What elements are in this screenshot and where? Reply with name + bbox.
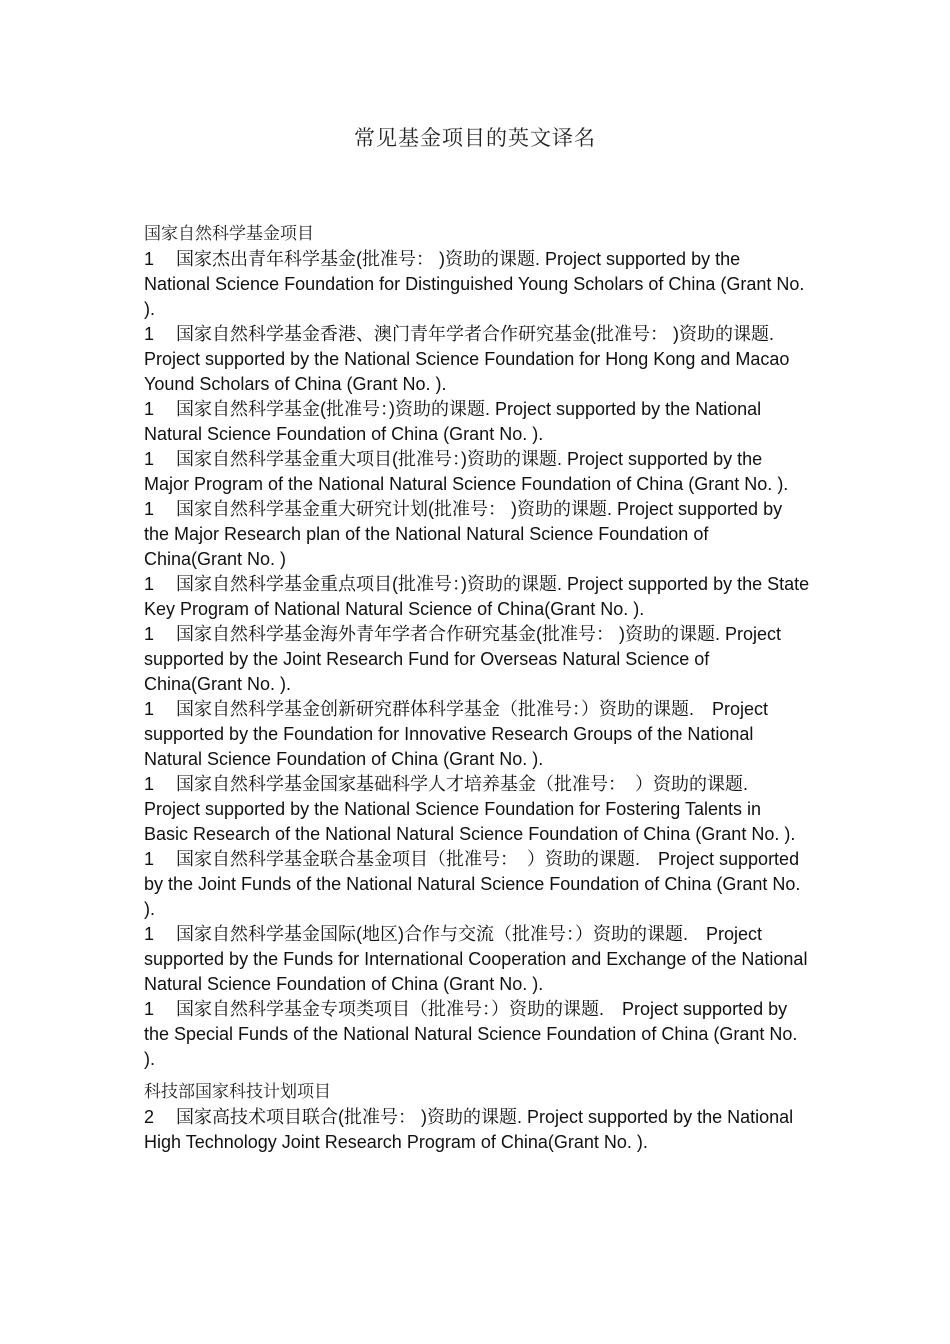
entry-number: 1 [144,849,155,869]
entry-number: 1 [144,624,155,644]
fund-entry [144,247,810,322]
entry-text: 国家自然科学基金国家基础科学人才培养基金（批准号： ）资助的课题. Project supported by the National Science Foundation for Fostering Talents in Basic Research of the National Natural Science Foundation of China (Grant No. ). [144,774,796,844]
fund-entry [144,772,810,847]
fund-entry [144,847,810,922]
fund-entry [144,922,810,997]
page-title: 常见基金项目的英文译名 [354,126,596,150]
section-heading: 科技部国家科技计划项目 [144,1082,331,1102]
entry-text: 国家自然科学基金国际(地区)合作与交流（批准号：）资助的课题. Project supported by the Funds for International Cooperation and Exchange of the National Natural Science Foundation of China (Grant No. ). [144,924,808,994]
fund-entry [144,497,810,572]
entry-number: 1 [144,249,155,269]
entry-text: 国家自然科学基金海外青年学者合作研究基金(批准号： )资助的课题. Project supported by the Joint Research Fund for Overseas Natural Science of China(Grant No. ). [144,624,782,694]
entry-number: 1 [144,449,155,469]
fund-entry [144,322,810,397]
entry-text: 国家自然科学基金专项类项目（批准号：）资助的课题. Project supported by the Special Funds of the National Natural Science Foundation of China (Grant No. ). [144,999,798,1069]
entry-number: 1 [144,699,155,719]
entry-number: 1 [144,399,155,419]
document-body [144,222,810,1155]
entry-text: 国家高技术项目联合(批准号： )资助的课题. Project supported by the National High Technology Joint Research Program of China(Grant No. ). [144,1107,794,1152]
fund-entry [144,572,810,622]
entry-text: 国家自然科学基金重点项目(批准号：)资助的课题. Project supported by the State Key Program of National Natural Science of China(Grant No. ). [144,574,810,619]
section-most [144,1080,810,1155]
fund-entry [144,447,810,497]
entry-text: 国家自然科学基金香港、澳门青年学者合作研究基金(批准号： )资助的课题. Project supported by the National Science Foundation for Hong Kong and Macao Yound Scholars of China (Grant No. ). [144,324,790,394]
section-heading: 国家自然科学基金项目 [144,224,314,244]
entry-text: 国家自然科学基金重大研究计划(批准号： )资助的课题. Project supported by the Major Research plan of the National Natural Science Foundation of China(Grant No. ) [144,499,783,569]
entry-text: 国家自然科学基金联合基金项目（批准号： ）资助的课题. Project supported by the Joint Funds of the National Natural Science Foundation of China (Grant No. ). [144,849,801,919]
fund-entry [144,397,810,447]
fund-entry [144,997,810,1072]
entry-text: 国家杰出青年科学基金(批准号： )资助的课题. Project supported by the National Science Foundation for Distinguished Young Scholars of China (Grant No. ). [144,249,805,319]
entry-number: 2 [144,1107,155,1127]
entry-number: 1 [144,924,155,944]
entry-text: 国家自然科学基金(批准号：)资助的课题. Project supported by the National Natural Science Foundation of China (Grant No. ). [144,399,762,444]
fund-entry [144,1105,810,1155]
entry-number: 1 [144,574,155,594]
entry-number: 1 [144,774,155,794]
entry-number: 1 [144,324,155,344]
entry-text: 国家自然科学基金创新研究群体科学基金（批准号：）资助的课题. Project supported by the Foundation for Innovative Research Groups of the National Natural Science Foundation of China (Grant No. ). [144,699,769,769]
entry-number: 1 [144,999,155,1019]
fund-entry [144,697,810,772]
entry-text: 国家自然科学基金重大项目(批准号：)资助的课题. Project supported by the Major Program of the National Natural Science Foundation of China (Grant No. ). [144,449,789,494]
entry-number: 1 [144,499,155,519]
section-nsfc [144,222,810,1072]
fund-entry [144,622,810,697]
